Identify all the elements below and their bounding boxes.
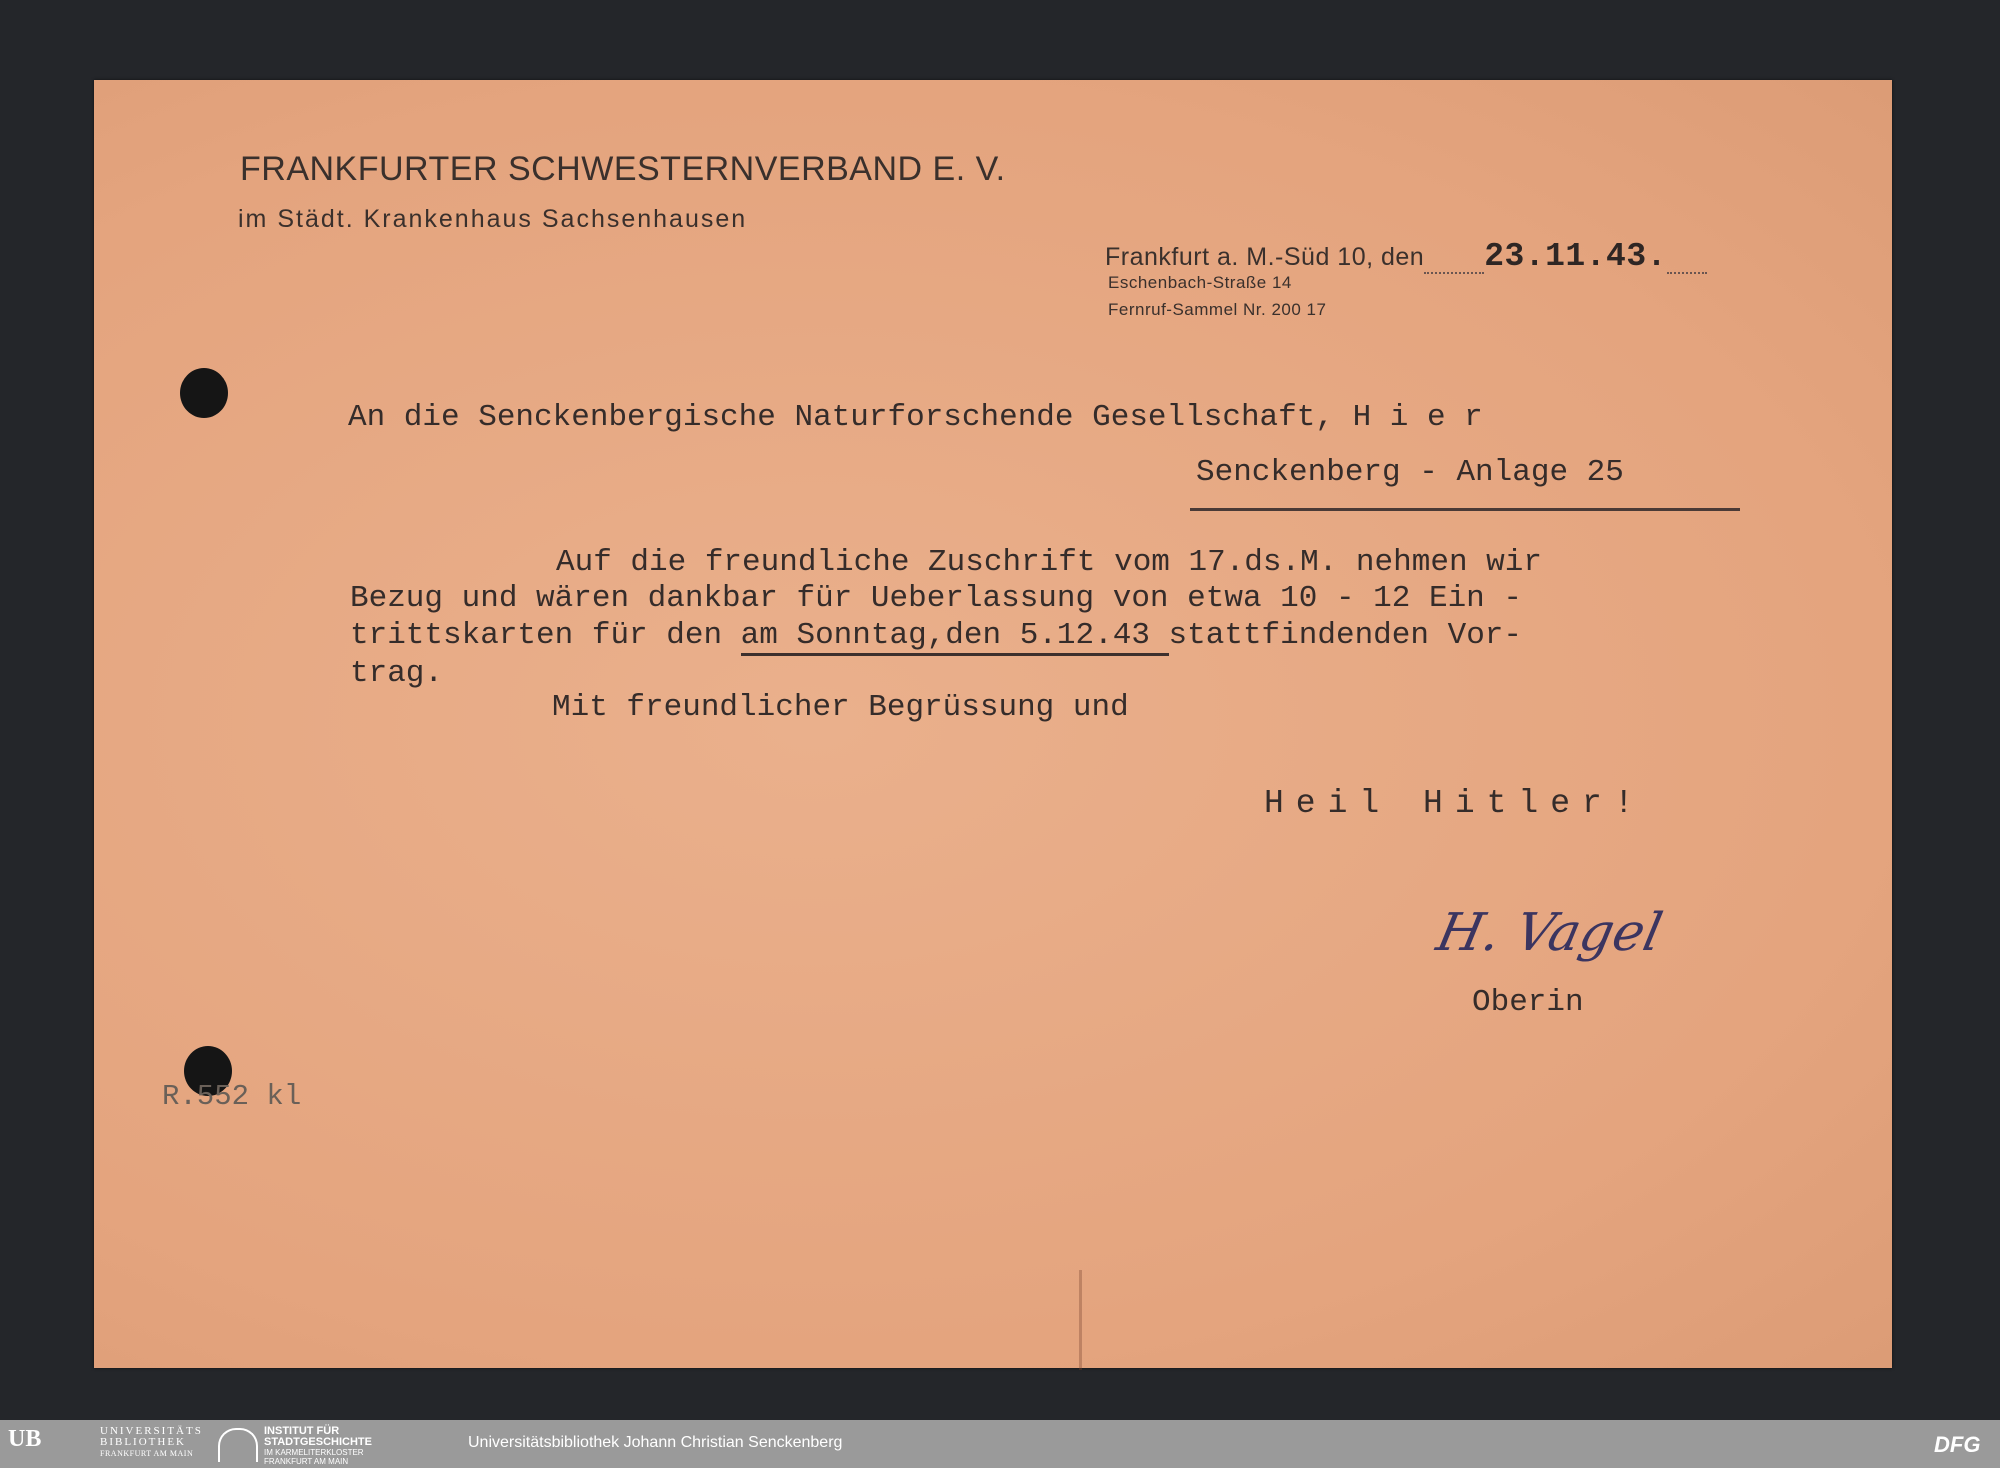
greeting: Heil Hitler! bbox=[1264, 785, 1646, 822]
handwritten-signature: H. Vagel bbox=[1431, 903, 1668, 963]
body-line-3-end: stattfindenden Vor- bbox=[1168, 618, 1523, 653]
recipient-line-2: Senckenberg - Anlage 25 bbox=[1196, 455, 1624, 490]
paper-crease bbox=[1079, 1270, 1082, 1370]
ub-line-1: UNIVERSITÄTS bbox=[100, 1425, 203, 1437]
isg-line-2: STADTGESCHICHTE bbox=[264, 1436, 372, 1448]
ub-logo[interactable]: UB bbox=[8, 1426, 42, 1452]
date-dots-trailing bbox=[1667, 243, 1707, 274]
reference-number: R.552 kl bbox=[162, 1080, 302, 1113]
letterhead-org-name: FRANKFURTER SCHWESTERNVERBAND E. V. bbox=[240, 150, 1006, 188]
ub-line-3: FRANKFURT AM MAIN bbox=[100, 1449, 194, 1458]
body-line-3 bbox=[350, 618, 1522, 653]
letterhead-street: Eschenbach-Straße 14 bbox=[1108, 273, 1292, 292]
body-line-3-start: trittskarten für den bbox=[350, 618, 741, 653]
footer-bar bbox=[0, 1420, 2000, 1468]
closing-line: Mit freundlicher Begrüssung und bbox=[552, 690, 1129, 725]
recipient-line-1: An die Senckenbergische Naturforschende Gesellschaft, H i e r bbox=[348, 400, 1483, 435]
isg-line-4: FRANKFURT AM MAIN bbox=[264, 1457, 349, 1466]
dfg-logo[interactable]: DFG bbox=[1934, 1432, 1981, 1457]
body-line-1: Auf die freundliche Zuschrift vom 17.ds.M. nehmen wir bbox=[556, 545, 1542, 580]
letterhead-place-date bbox=[1105, 238, 1707, 275]
letter-date: 23.11.43. bbox=[1484, 238, 1667, 275]
signature-title: Oberin bbox=[1472, 985, 1584, 1020]
letterhead-org-sub: im Städt. Krankenhaus Sachsenhausen bbox=[238, 205, 748, 233]
ub-logo-text bbox=[100, 1426, 203, 1459]
date-dots bbox=[1424, 243, 1484, 274]
recipient-underline bbox=[1190, 508, 1740, 511]
punch-hole-top bbox=[180, 368, 228, 418]
isg-line-1: INSTITUT FÜR bbox=[264, 1425, 340, 1437]
isg-line-3: IM KARMELITERKLOSTER bbox=[264, 1448, 364, 1457]
letterhead-place: Frankfurt a. M.-Süd 10, den bbox=[1105, 243, 1425, 271]
isg-arch-icon[interactable] bbox=[218, 1428, 258, 1462]
body-event-date: am Sonntag,den 5.12.43 bbox=[741, 618, 1169, 656]
body-line-2: Bezug und wären dankbar für Ueberlassung von etwa 10 - 12 Ein - bbox=[350, 581, 1522, 616]
ub-line-2: BIBLIOTHEK bbox=[100, 1436, 186, 1448]
letterhead-phone: Fernruf-Sammel Nr. 200 17 bbox=[1108, 300, 1327, 319]
isg-logo-text bbox=[264, 1426, 372, 1466]
body-line-4: trag. bbox=[350, 656, 444, 691]
footer-library-name: Universitätsbibliothek Johann Christian Senckenberg bbox=[468, 1434, 843, 1451]
